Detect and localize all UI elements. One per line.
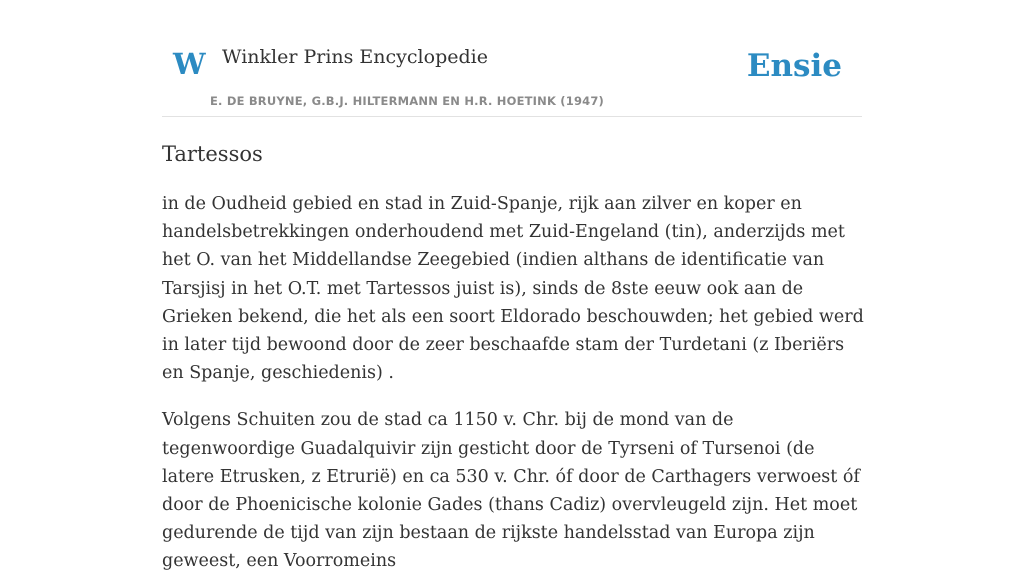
article-paragraph: Volgens Schuiten zou de stad ca 1150 v. Chr. bij de mond van de tegenwoordige Guadalquivir zijn gesticht door de Tyrseni of Tursenoi (de latere Etrusken, z Etrurië) en ca 530 v. Chr. óf door de Carthagers verwoest óf door de Phoenicische kolonie Gades (thans Cadiz) overvleugeld zijn. Het moet gedurende de tijd van zijn bestaan de rijkste handelsstad van Europa zijn geweest, een Voorromeins bbox=[162, 410, 860, 572]
site-header bbox=[162, 0, 862, 117]
publication-title[interactable]: Winkler Prins Encyclopedie bbox=[222, 46, 488, 68]
article-paragraph: in de Oudheid gebied en stad in Zuid-Spanje, rijk aan zilver en koper en handelsbetrekkingen onderhoudend met Zuid-Engeland (tin), anderzijds met het O. van het Middellandse Zeegebied (indien althans de identificatie van Tarsjisj in het O.T. met Tartessos juist is), sinds de 8ste eeuw ook aan de Grieken bekend, die het als een soort Eldorado beschouwden; het gebied werd in later tijd bewoond door de zeer beschaafde stam der Turdetani (z Iberiërs en Spanje, geschiedenis) . bbox=[162, 194, 864, 384]
publication-logo[interactable]: W bbox=[173, 47, 206, 81]
ensie-brand-logo[interactable]: Ensie bbox=[746, 48, 842, 84]
publication-authors: E. DE BRUYNE, G.B.J. HILTERMANN EN H.R. HOETINK (1947) bbox=[210, 94, 605, 108]
article bbox=[162, 138, 864, 576]
article-title: Tartessos bbox=[162, 142, 263, 166]
